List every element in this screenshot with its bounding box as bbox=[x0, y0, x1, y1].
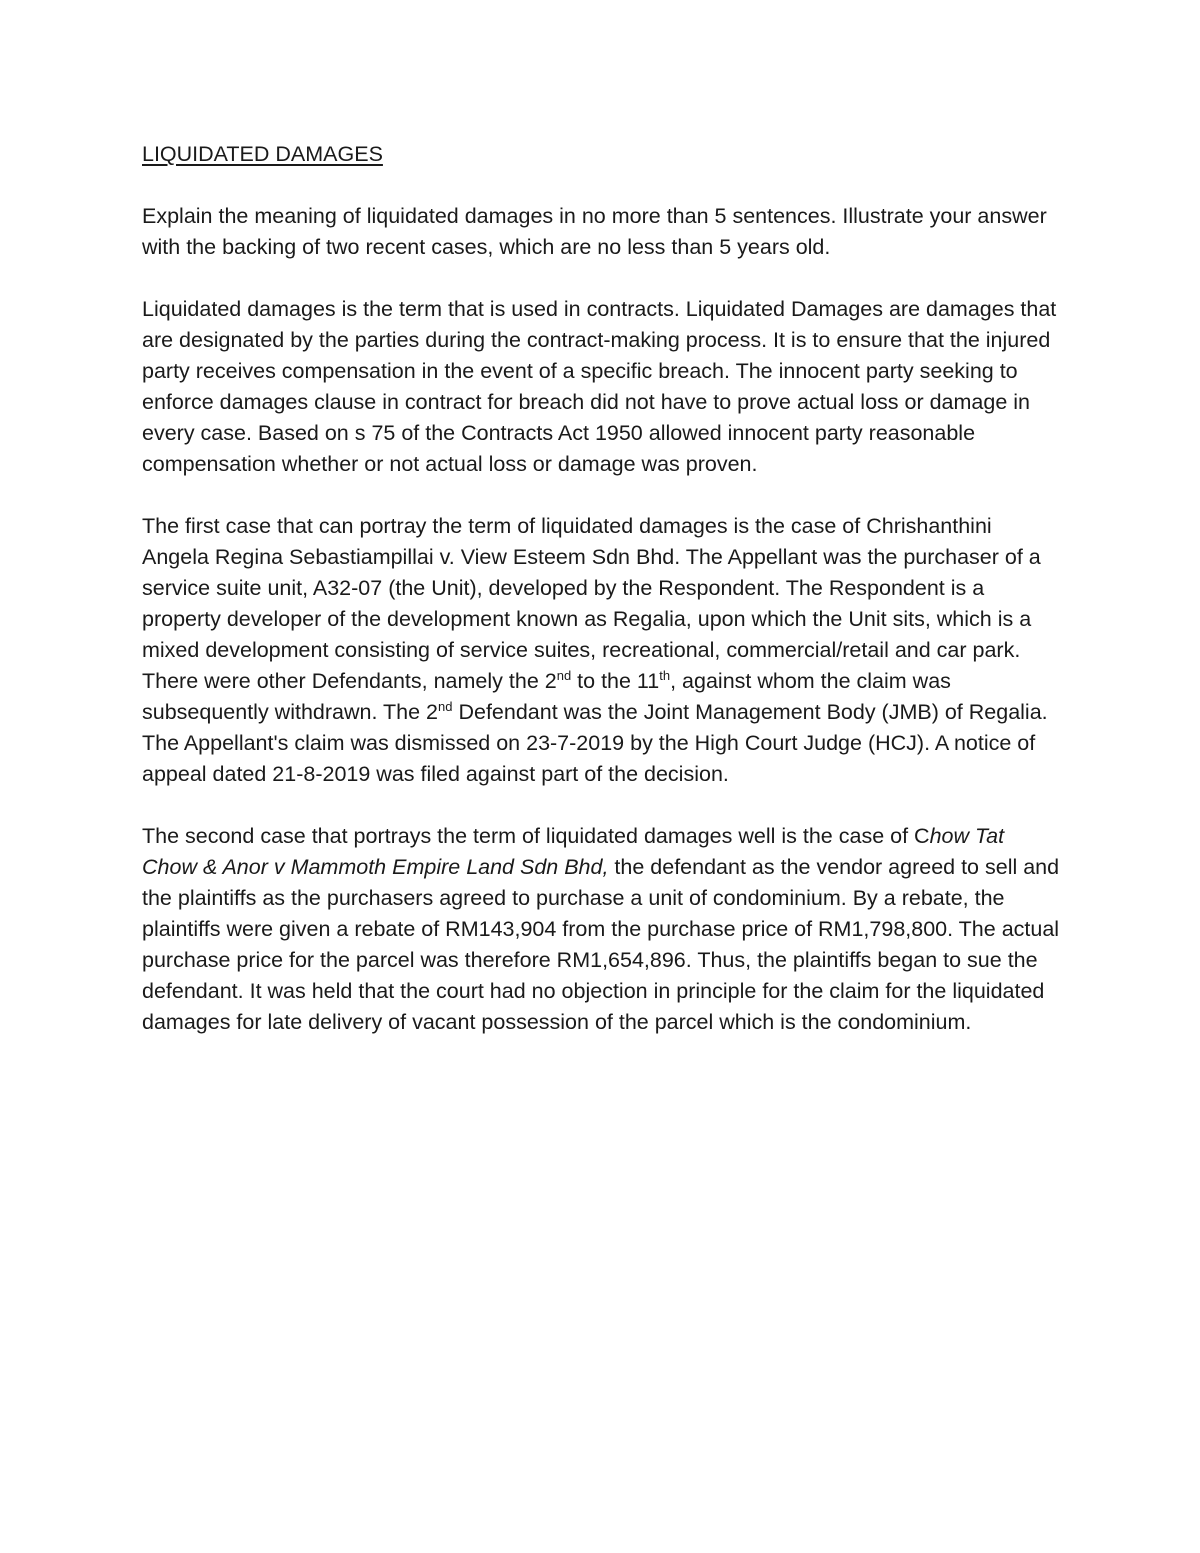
case1-paragraph bbox=[142, 511, 1062, 790]
case1-superscript-3: nd bbox=[438, 699, 453, 714]
case2-body: the defendant as the vendor agreed to sell and the plaintiffs as the purchasers agreed to purchase a unit of condominium. By a rebate, the plaintiffs were given a rebate of RM143,904 from the purchase price of RM1,798,800. The actual purchase price for the parcel was therefore RM1,654,896. Thus, the plaintiffs began to sue the defendant. It was held that the court had no objection in principle for the claim for the liquidated damages for late delivery of vacant possession of the parcel which is the condominium. bbox=[142, 855, 1060, 1034]
case1-text-part4: Defendant was the Joint Management Body (JMB) of Regalia. The Appellant's claim was dismissed on 23-7-2019 by the High Court Judge (HCJ). A notice of appeal dated 21-8-2019 was filed against part of the decision. bbox=[142, 700, 1048, 786]
case2-intro: The second case that portrays the term of liquidated damages well is the case of C bbox=[142, 824, 930, 848]
document-page bbox=[142, 139, 1062, 1038]
case1-text-part1: The first case that can portray the term of liquidated damages is the case of Chrishanthini Angela Regina Sebastiampillai v. View Esteem Sdn Bhd. The Appellant was the purchaser of a service suite unit, A32-07 (the Unit), developed by the Respondent. The Respondent is a property developer of the development known as Regalia, upon which the Unit sits, which is a mixed development consisting of service suites, recreational, commercial/retail and car park. There were other Defendants, namely the 2 bbox=[142, 514, 1041, 693]
case1-superscript-2: th bbox=[659, 668, 671, 683]
case2-paragraph bbox=[142, 821, 1062, 1038]
case1-superscript-1: nd bbox=[556, 668, 572, 683]
document-title: LIQUIDATED DAMAGES bbox=[142, 142, 383, 166]
question-paragraph: Explain the meaning of liquidated damages in no more than 5 sentences. Illustrate your answer with the backing of two recent cases, which are no less than 5 years old. bbox=[142, 204, 1047, 259]
definition-paragraph: Liquidated damages is the term that is used in contracts. Liquidated Damages are damages that are designated by the parties during the contract-making process. It is to ensure that the injured party receives compensation in the event of a specific breach. The innocent party seeking to enforce damages clause in contract for breach did not have to prove actual loss or damage in every case. Based on s 75 of the Contracts Act 1950 allowed innocent party reasonable compensation whether or not actual loss or damage was proven. bbox=[142, 297, 1057, 476]
case2-case-name: how Tat Chow & Anor v Mammoth Empire Land Sdn Bhd, bbox=[142, 824, 1005, 879]
case1-text-part3: , against whom the claim was subsequently withdrawn. The 2 bbox=[142, 669, 951, 724]
case1-text-part2: to the 11 bbox=[571, 669, 660, 693]
